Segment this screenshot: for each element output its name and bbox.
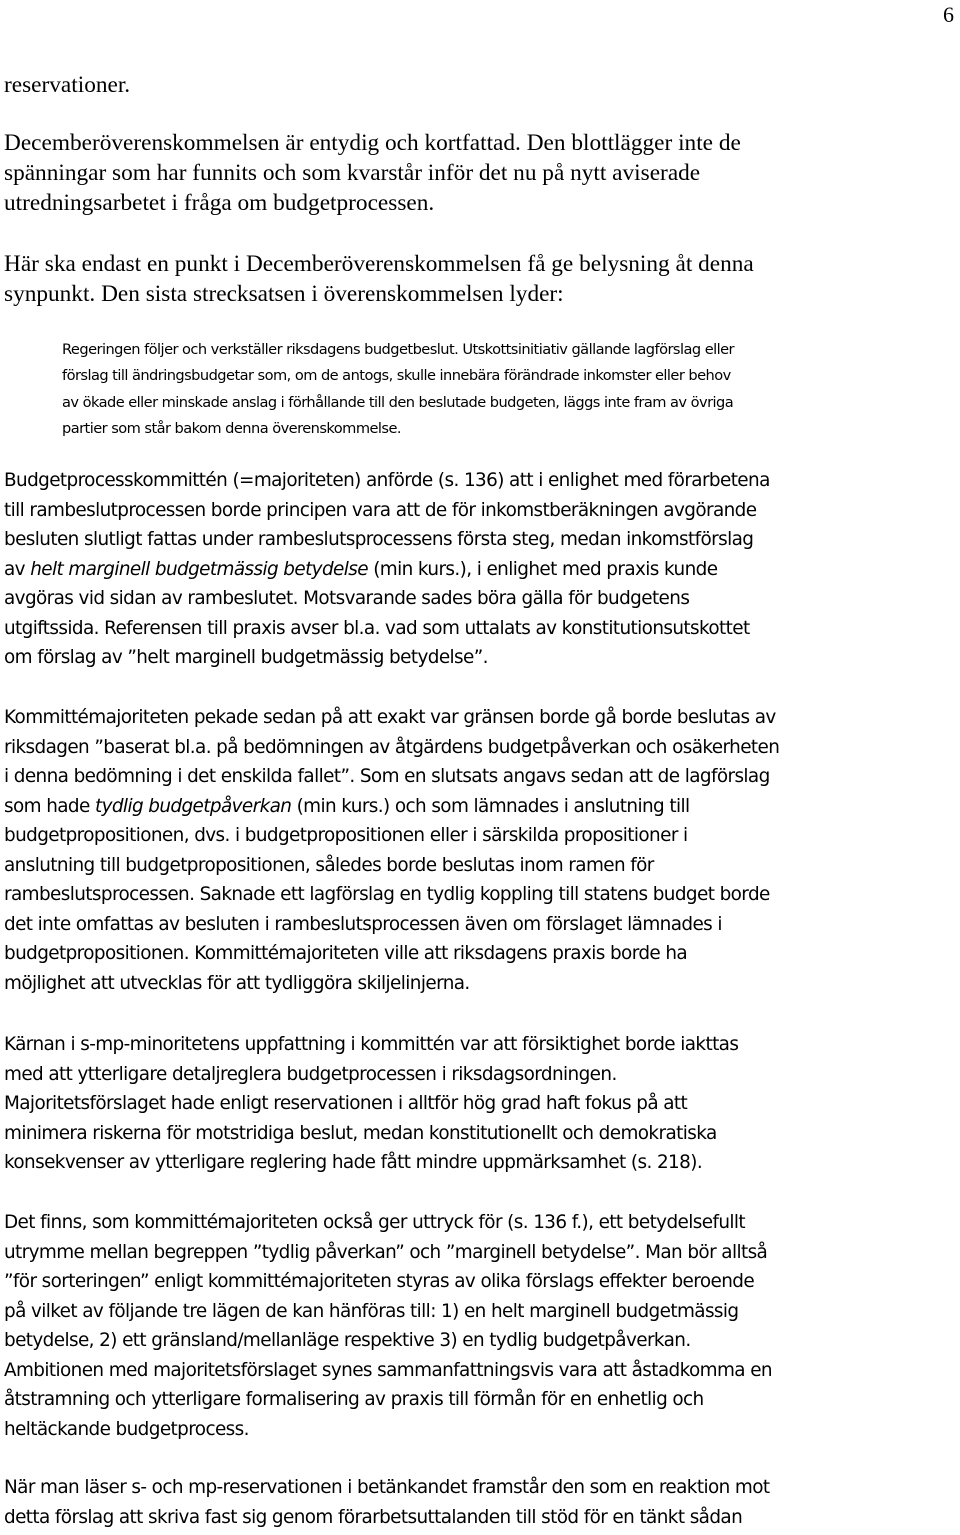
text-line: utgiftssida. Referensen till praxis avser bl.a. vad som uttalats av konstitutionsutskottet	[4, 617, 750, 639]
text-line: budgetpropositionen. Kommittémajoriteten ville att riksdagens praxis borde ha	[4, 943, 688, 964]
paragraph-reservationer	[4, 70, 130, 100]
text-line: med att ytterligare detaljreglera budgetprocessen i riksdagsordningen.	[4, 1063, 617, 1085]
text-line: besluten slutligt fattas under rambeslutsprocessens första steg, medan inkomstförslag	[4, 529, 754, 550]
text-line: Budgetprocesskommittén (=majoriteten) anförde (s. 136) att i enlighet med förarbetena	[4, 470, 770, 491]
text-line: det inte omfattas av besluten i rambeslutsprocessen även om förslaget lämnades i	[4, 913, 722, 935]
text-line: minimera riskerna för motstridiga beslut, medan konstitutionellt och demokratiska	[4, 1122, 717, 1144]
paragraph-decemberoverenskommelsen	[4, 128, 741, 218]
paragraph-budgetprocesskommitten	[4, 466, 770, 673]
text-line: Decemberöverenskommelsen är entydig och kortfattad. Den blottlägger inte de	[4, 130, 741, 156]
quote-line: förslag till ändringsbudgetar som, om de antogs, skulle innebära förändrade inkomster eller behov	[62, 367, 731, 385]
paragraph-det-finns	[4, 1208, 772, 1444]
block-quote	[62, 337, 734, 443]
text-line: åtstramning och ytterligare formalisering av praxis till förmån för en enhetlig och	[4, 1389, 704, 1410]
text-line	[4, 555, 770, 585]
text-segment: av	[4, 558, 31, 580]
text-line: utredningsarbetet i fråga om budgetprocessen.	[4, 190, 435, 216]
text-line: Här ska endast en punkt i Decemberöverenskommelsen få ge belysning åt denna	[4, 251, 754, 277]
text-segment: som hade	[4, 795, 95, 817]
text-line: på vilket av följande tre lägen de kan hänföras till: 1) en helt marginell budgetmässig	[4, 1300, 739, 1322]
text-line: heltäckande budgetprocess.	[4, 1418, 249, 1440]
text-line: budgetpropositionen, dvs. i budgetpropositionen eller i särskilda propositioner i	[4, 825, 688, 846]
text-line: utrymme mellan begreppen ”tydlig påverkan” och ”marginell betydelse”. Man bör alltså	[4, 1241, 768, 1263]
text-line	[4, 792, 779, 822]
quote-line: av ökade eller minskade anslag i förhållande till den beslutade budgeten, läggs inte fram av övriga	[62, 393, 734, 411]
page-number: 6	[943, 2, 954, 27]
quote-line: partier som står bakom denna överenskommelse.	[62, 420, 401, 438]
text-line: möjlighet att utvecklas för att tydliggöra skiljelinjerna.	[4, 972, 470, 994]
italic-emphasis: tydlig budgetpåverkan	[94, 795, 292, 817]
paragraph-nar-man-laser	[4, 1473, 770, 1532]
text-line: riksdagen ”baserat bl.a. på bedömningen av åtgärdens budgetpåverkan och osäkerheten	[4, 736, 780, 758]
paragraph-synpunkt	[4, 249, 754, 309]
text-line: rambeslutsprocessen. Saknade ett lagförslag en tydlig koppling till statens budget borde	[4, 884, 770, 905]
text-line: Majoritetsförslaget hade enligt reservationen i alltför hög grad haft fokus på att	[4, 1093, 688, 1114]
text-segment: (min kurs.), i enlighet med praxis kunde	[367, 558, 718, 580]
text-line: till rambeslutprocessen borde principen vara att de för inkomstberäkningen avgörande	[4, 499, 757, 521]
text-line: synpunkt. Den sista strecksatsen i överenskommelsen lyder:	[4, 281, 564, 307]
text-segment: (min kurs.) och som lämnades i anslutning till	[291, 795, 690, 817]
text-line: ”för sorteringen” enligt kommittémajoriteten styras av olika förslags effekter beroende	[4, 1271, 755, 1292]
quote-line: Regeringen följer och verkställer riksdagens budgetbeslut. Utskottsinitiativ gällande lagförslag eller	[62, 341, 735, 358]
text-line: detta förslag att skriva fast sig genom förarbetsuttalanden till stöd för en tänkt sådan	[4, 1506, 743, 1528]
text-line: spänningar som har funnits och som kvarstår inför det nu på nytt aviserade	[4, 160, 701, 186]
text-line: reservationer.	[4, 72, 131, 98]
text-line: i denna bedömning i det enskilda fallet”. Som en slutsats angavs sedan att de lagförslag	[4, 766, 770, 787]
text-line: Det finns, som kommittémajoriteten också ger uttryck för (s. 136 f.), ett betydelsefullt	[4, 1212, 746, 1233]
text-line: När man läser s- och mp-reservationen i betänkandet framstår den som en reaktion mot	[4, 1477, 770, 1498]
paragraph-kommittemajoriteten	[4, 703, 779, 998]
text-line: Kommittémajoriteten pekade sedan på att exakt var gränsen borde gå borde beslutas av	[4, 707, 776, 728]
text-line: Ambitionen med majoritetsförslaget synes sammanfattningsvis vara att åstadkomma en	[4, 1359, 772, 1381]
italic-emphasis: helt marginell budgetmässig betydelse	[30, 558, 368, 580]
text-line: anslutning till budgetpropositionen, således borde beslutas inom ramen för	[4, 854, 654, 876]
text-line: betydelse, 2) ett gränsland/mellanläge respektive 3) en tydlig budgetpåverkan.	[4, 1330, 691, 1351]
text-line: avgöras vid sidan av rambeslutet. Motsvarande sades böra gälla för budgetens	[4, 588, 690, 609]
text-line: om förslag av ”helt marginell budgetmässig betydelse”.	[4, 647, 488, 668]
text-line: konsekvenser av ytterligare reglering hade fått mindre uppmärksamhet (s. 218).	[4, 1152, 703, 1173]
paragraph-karnan	[4, 1030, 738, 1178]
text-line: Kärnan i s-mp-minoritetens uppfattning i kommittén var att försiktighet borde iakttas	[4, 1034, 739, 1055]
